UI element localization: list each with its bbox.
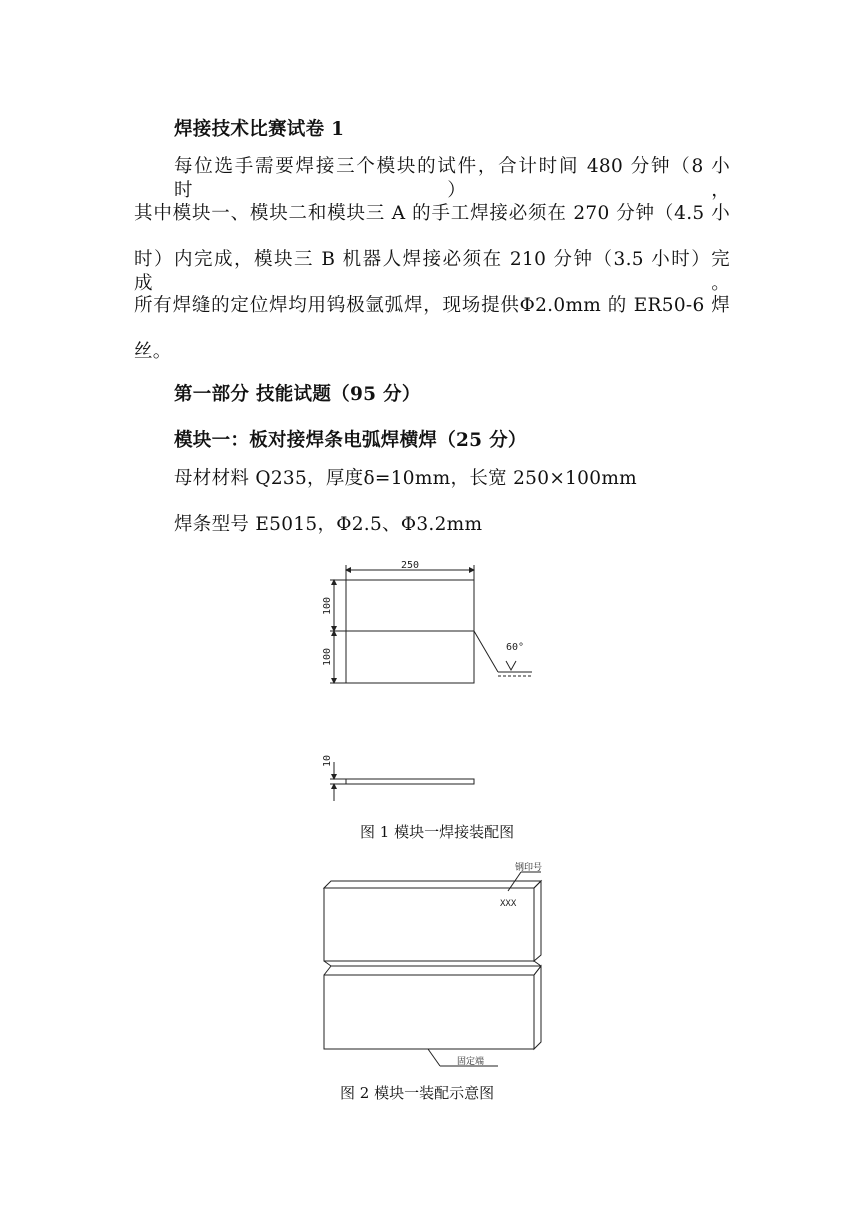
intro-line-5: 丝。 [134, 341, 172, 362]
dim-height1-label: 100 [322, 596, 333, 616]
material-line: 母材材料 Q235，厚度δ=10mm，长宽 250×100mm [174, 468, 638, 489]
document-title: 焊接技术比赛试卷 1 [174, 119, 345, 140]
intro-line-1: 每位选手需要焊接三个模块的试件，合计时间 480 分钟（8 小时）， [174, 156, 730, 201]
upper-plate-top-face [324, 881, 541, 888]
electrode-line: 焊条型号 E5015，Φ2.5、Φ3.2mm [174, 514, 483, 535]
lower-plate-front [324, 975, 534, 1049]
fixed-end-label: 固定端 [457, 1057, 485, 1067]
part-heading: 第一部分 技能试题（95 分） [174, 384, 421, 405]
stamp-label: 钢印号 [515, 863, 543, 873]
intro-line-2: 其中模块一、模块二和模块三 A 的手工焊接必须在 270 分钟（4.5 小 [134, 203, 730, 224]
dim-width-label: 250 [400, 560, 420, 571]
figure1-caption: 图 1 模块一焊接装配图 [360, 823, 515, 841]
dim-height2-label: 100 [322, 647, 333, 667]
fixed-end-leader-line [428, 1049, 440, 1066]
lower-plate-side [534, 966, 541, 1049]
intro-line-3: 时）内完成，模块三 B 机器人焊接必须在 210 分钟（3.5 小时）完成。 [134, 249, 730, 294]
figure2-caption: 图 2 模块一装配示意图 [340, 1084, 495, 1102]
dim-thickness-label: 10 [322, 754, 333, 768]
module-heading: 模块一：板对接焊条电弧焊横焊（25 分） [174, 430, 527, 451]
stamp-mark: XXX [500, 899, 517, 909]
upper-plate-side [534, 881, 541, 961]
groove-angle-label: 60° [506, 642, 525, 653]
intro-line-4: 所有焊缝的定位焊均用钨极氩弧焊，现场提供Φ2.0mm 的 ER50-6 焊 [134, 295, 730, 316]
